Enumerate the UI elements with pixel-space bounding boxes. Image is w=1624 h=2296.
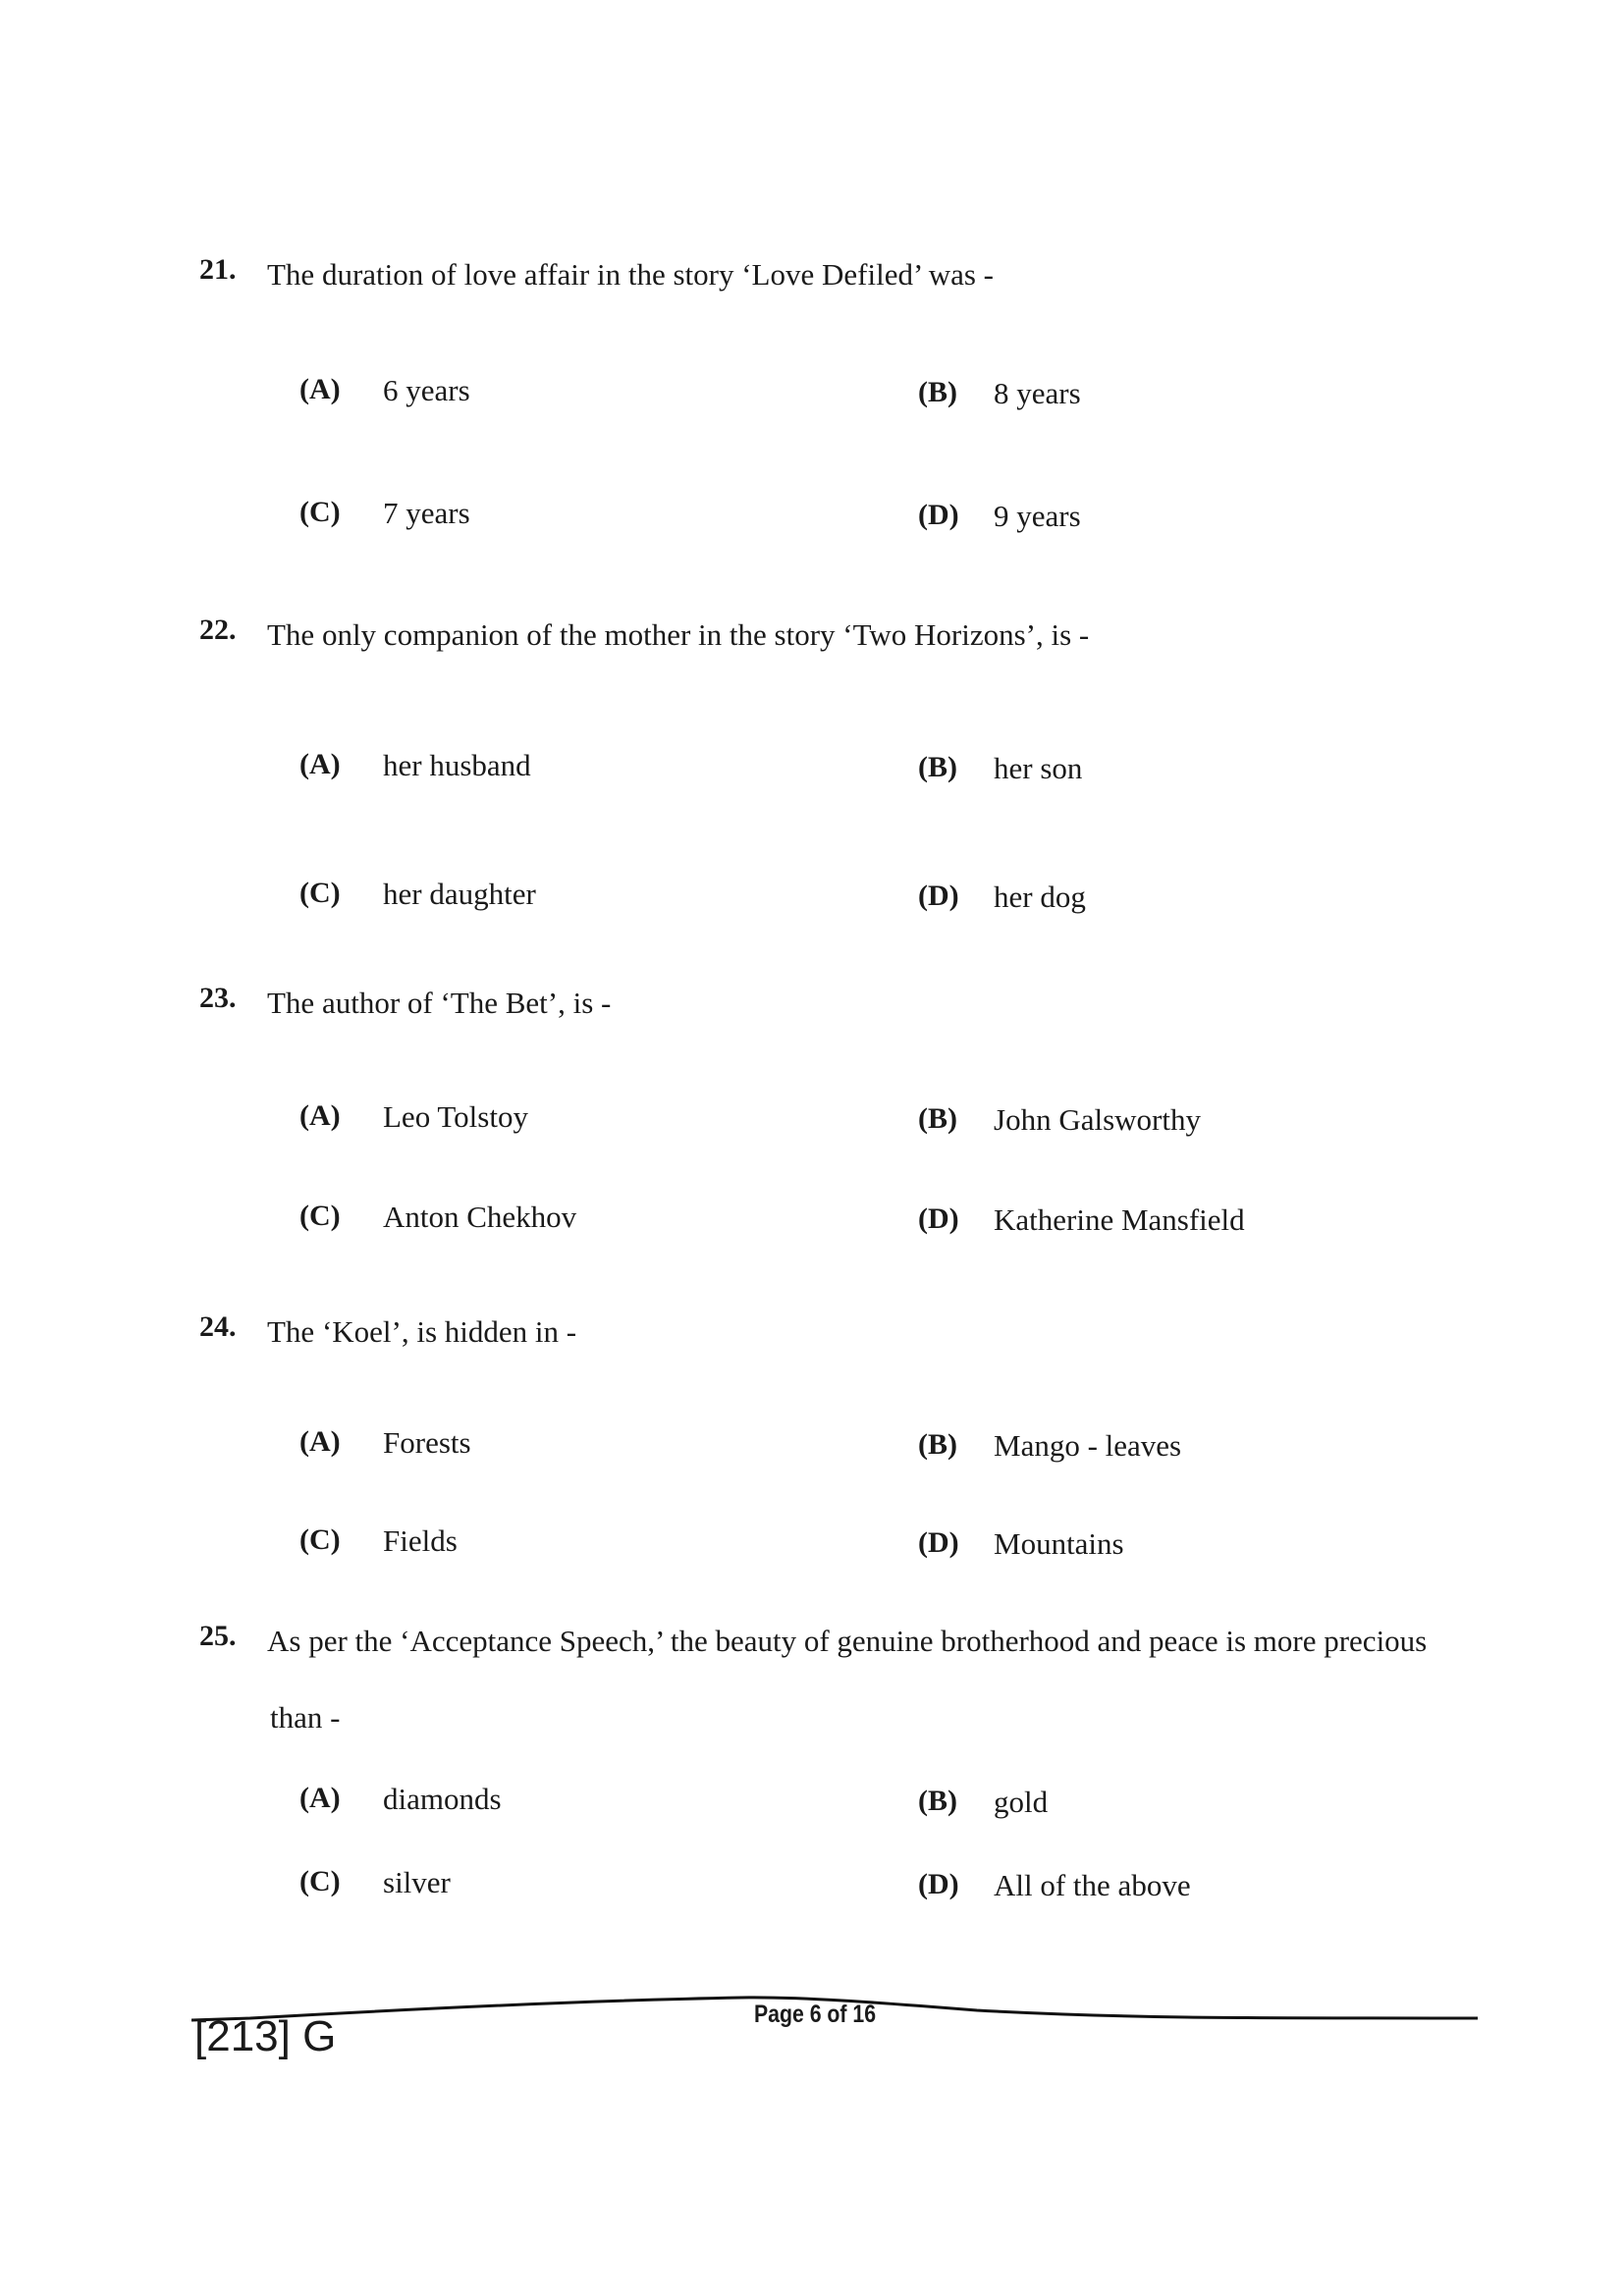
option-label: (D) bbox=[918, 499, 959, 531]
option-label: (B) bbox=[918, 1102, 957, 1135]
option-text: Mango - leaves bbox=[994, 1428, 1182, 1463]
question-text: The ‘Koel’, is hidden in - bbox=[267, 1314, 577, 1349]
option-text: 8 years bbox=[994, 376, 1081, 410]
option-text: All of the above bbox=[994, 1868, 1191, 1902]
option-label: (C) bbox=[299, 1523, 341, 1556]
question-text: The author of ‘The Bet’, is - bbox=[267, 986, 612, 1020]
question-text-continued: than - bbox=[270, 1700, 341, 1735]
question-number: 21. bbox=[199, 253, 237, 286]
option-label: (D) bbox=[918, 1868, 959, 1900]
option-text: 7 years bbox=[383, 496, 470, 530]
option-text: her daughter bbox=[383, 877, 536, 911]
option-text: diamonds bbox=[383, 1782, 502, 1816]
page-number: Page 6 of 16 bbox=[754, 2001, 877, 2028]
option-label: (D) bbox=[918, 1526, 959, 1559]
question-number: 22. bbox=[199, 614, 237, 646]
option-text: silver bbox=[383, 1865, 451, 1899]
question-text: The duration of love affair in the story ‘Love Defiled’ was - bbox=[267, 257, 995, 292]
option-label: (D) bbox=[918, 1202, 959, 1235]
option-text: Katherine Mansfield bbox=[994, 1202, 1245, 1237]
option-label: (A) bbox=[299, 1782, 341, 1814]
option-text: her dog bbox=[994, 880, 1086, 914]
option-label: (C) bbox=[299, 877, 341, 909]
option-text: her husband bbox=[383, 748, 531, 782]
option-text: Forests bbox=[383, 1425, 471, 1460]
option-text: 9 years bbox=[994, 499, 1081, 533]
option-label: (A) bbox=[299, 373, 341, 405]
question-number: 25. bbox=[199, 1620, 237, 1652]
option-text: gold bbox=[994, 1785, 1049, 1819]
question-number: 24. bbox=[199, 1310, 237, 1343]
option-label: (C) bbox=[299, 1865, 341, 1897]
option-label: (C) bbox=[299, 1200, 341, 1232]
option-label: (D) bbox=[918, 880, 959, 912]
option-text: 6 years bbox=[383, 373, 470, 407]
option-label: (A) bbox=[299, 1099, 341, 1132]
option-label: (B) bbox=[918, 1785, 957, 1817]
option-text: John Galsworthy bbox=[994, 1102, 1201, 1137]
option-text: Anton Chekhov bbox=[383, 1200, 577, 1234]
option-text: Leo Tolstoy bbox=[383, 1099, 528, 1134]
option-label: (A) bbox=[299, 748, 341, 780]
option-text: Fields bbox=[383, 1523, 458, 1558]
question-text: The only companion of the mother in the story ‘Two Horizons’, is - bbox=[267, 617, 1090, 652]
option-label: (B) bbox=[918, 751, 957, 783]
option-text: Mountains bbox=[994, 1526, 1124, 1561]
option-label: (B) bbox=[918, 376, 957, 408]
question-text: As per the ‘Acceptance Speech,’ the beauty of genuine brotherhood and peace is more precious bbox=[267, 1624, 1428, 1658]
paper-code: [213] G bbox=[194, 2012, 337, 2060]
option-label: (A) bbox=[299, 1425, 341, 1458]
option-label: (B) bbox=[918, 1428, 957, 1461]
option-label: (C) bbox=[299, 496, 341, 528]
option-text: her son bbox=[994, 751, 1083, 785]
question-number: 23. bbox=[199, 982, 237, 1014]
